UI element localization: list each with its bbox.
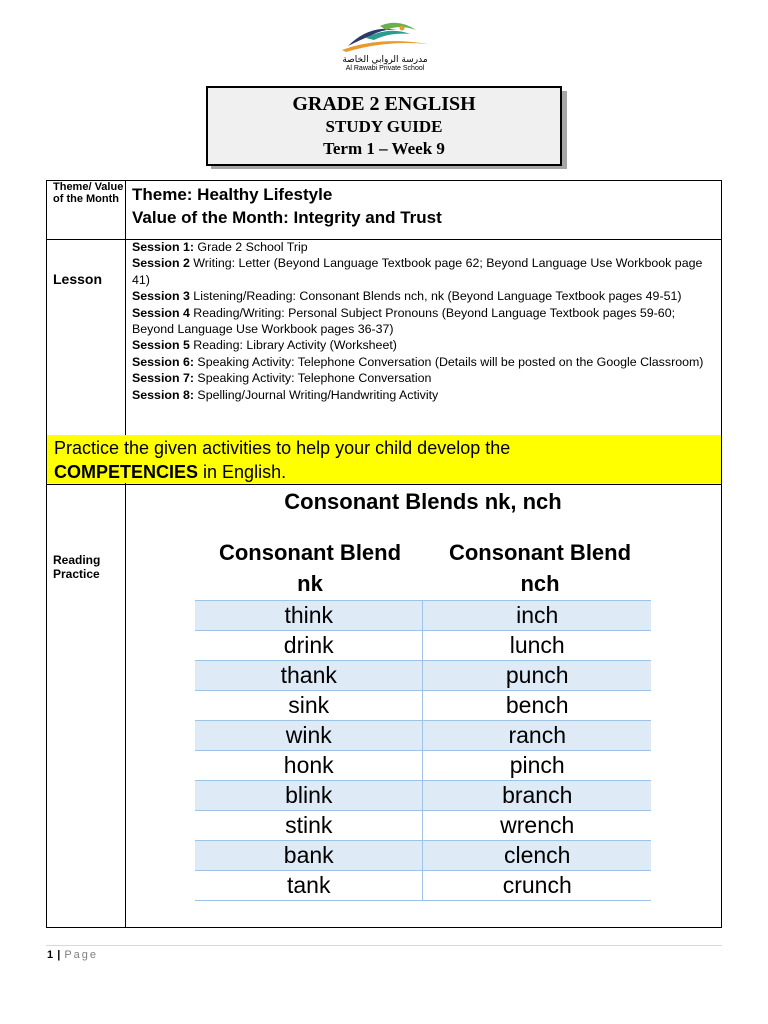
session-item: Session 2 Writing: Letter (Beyond Language Textbook page 62; Beyond Language Use Workbook page 41) — [132, 256, 703, 287]
column-header-nch: Consonant Blend nch — [448, 540, 632, 596]
footer-separator: | — [57, 949, 61, 961]
title-study-guide: STUDY GUIDE — [325, 117, 443, 136]
table-row — [195, 751, 651, 781]
lesson-label: Lesson — [53, 271, 103, 287]
page-footer — [47, 949, 98, 961]
column-header-nk: Consonant Blend nk — [218, 540, 402, 596]
session-item: Session 1: Grade 2 School Trip — [132, 240, 308, 254]
nk-word: honk — [195, 751, 423, 781]
theme-cell — [132, 183, 442, 229]
table-row — [195, 631, 651, 661]
nk-word: sink — [195, 691, 423, 721]
nch-word: lunch — [423, 631, 651, 661]
session-list — [132, 239, 712, 403]
table-row — [195, 721, 651, 751]
school-name-arabic: مدرسة الروابي الخاصة — [342, 55, 428, 65]
table-row — [195, 811, 651, 841]
school-logo — [330, 20, 440, 80]
nk-word: think — [195, 601, 423, 631]
nk-word: tank — [195, 871, 423, 901]
table-row — [195, 871, 651, 901]
school-name-english: Al Rawabi Private School — [345, 65, 425, 72]
table-row — [195, 841, 651, 871]
row-divider-practice — [47, 484, 721, 485]
session-item: Session 8: Spelling/Journal Writing/Handwriting Activity — [132, 387, 439, 402]
session-item: Session 3 Listening/Reading: Consonant Blends nch, nk (Beyond Language Textbook pages 49-51) — [132, 289, 682, 304]
practice-banner — [47, 435, 721, 483]
title-box — [206, 86, 562, 166]
session-item: Session 5 Reading: Library Activity (Worksheet) — [132, 338, 397, 353]
nk-word: wink — [195, 721, 423, 751]
session-item: Session 7: Speaking Activity: Telephone Conversation — [132, 371, 432, 386]
reading-title: Consonant Blends nk, nch — [284, 489, 562, 514]
nk-word: drink — [195, 631, 423, 661]
practice-tail: in English. — [198, 462, 287, 482]
practice-text: Practice the given activities to help your child develop the — [54, 438, 511, 458]
page-label: Page — [64, 949, 99, 961]
nk-word: thank — [195, 661, 423, 691]
page-number: 1 — [47, 949, 54, 961]
nch-word: crunch — [423, 871, 651, 901]
nch-word: punch — [423, 661, 651, 691]
logo-emblem-icon — [340, 20, 430, 54]
competencies-text: COMPETENCIES — [54, 462, 199, 482]
table-row — [195, 691, 651, 721]
theme-label: Theme/ Value of the Month — [53, 181, 124, 205]
table-row — [195, 601, 651, 631]
table-row — [195, 661, 651, 691]
nk-word: bank — [195, 841, 423, 871]
footer-divider — [46, 945, 722, 946]
table-row — [195, 781, 651, 811]
nk-word: stink — [195, 811, 423, 841]
session-item: Session 6: Speaking Activity: Telephone Conversation (Details will be posted on the Google Classroom) — [132, 354, 704, 369]
nch-word: pinch — [423, 751, 651, 781]
nk-word: blink — [195, 781, 423, 811]
study-guide-table — [46, 180, 722, 928]
title-term-week: Term 1 – Week 9 — [323, 139, 445, 158]
value-of-month-line: Value of the Month: Integrity and Trust — [132, 208, 442, 227]
nch-word: branch — [423, 781, 651, 811]
word-table — [195, 600, 651, 901]
title-grade: GRADE 2 ENGLISH — [292, 93, 476, 115]
nch-word: wrench — [423, 811, 651, 841]
nch-word: bench — [423, 691, 651, 721]
nch-word: ranch — [423, 721, 651, 751]
nch-word: clench — [423, 841, 651, 871]
reading-practice-label: Reading Practice — [53, 553, 101, 581]
session-item: Session 4 Reading/Writing: Personal Subject Pronouns (Beyond Language Textbook pages 59-60; Beyond Language Use Workbook pages 36-37) — [132, 305, 676, 337]
theme-line: Theme: Healthy Lifestyle — [132, 185, 333, 204]
nch-word: inch — [423, 601, 651, 631]
